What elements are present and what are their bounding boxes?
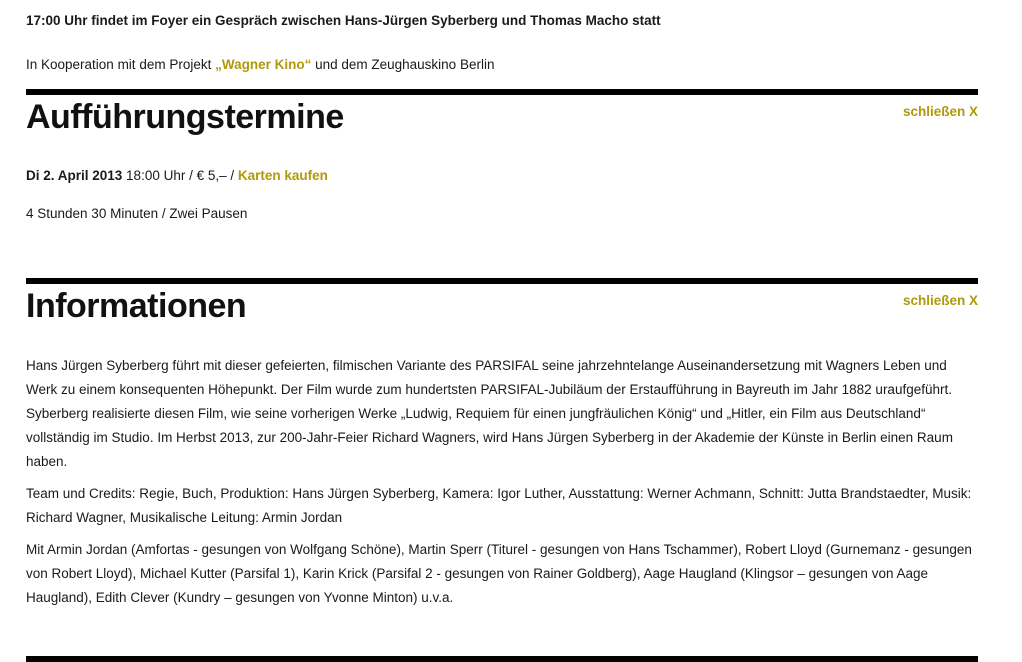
info-body — [26, 354, 978, 610]
cooperation-prefix-text: In Kooperation mit dem Projekt — [26, 56, 216, 72]
info-close-button[interactable]: schließen X — [902, 292, 978, 308]
performance-date-text: Di 2. April 2013 — [26, 167, 123, 183]
info-section-title: Informationen — [26, 286, 247, 325]
wagner-kino-link[interactable]: „Wagner Kino“ — [215, 56, 312, 72]
info-paragraph-credits: Team und Credits: Regie, Buch, Produktion: Hans Jürgen Syberberg, Kamera: Igor Luther, Ausstattung: Werner Achmann, Schnitt: Jutta Brandstaedter, Musik: Richard Wagner, Musikalische Leitung: Armin Jordan — [26, 485, 972, 525]
cooperation-suffix-text: und dem Zeughauskino Berlin — [311, 56, 495, 72]
info-section — [26, 284, 978, 610]
event-note-text: 17:00 Uhr findet im Foyer ein Gespräch zwischen Hans-Jürgen Syberberg und Thomas Macho statt — [26, 13, 661, 28]
termine-section-title: Aufführungstermine — [26, 98, 344, 137]
performance-date-line — [26, 167, 978, 185]
buy-tickets-link[interactable]: Karten kaufen — [237, 167, 328, 183]
performance-time-price-text: 18:00 Uhr / € 5,– / — [122, 167, 238, 183]
bottom-divider-rule — [26, 656, 978, 662]
cooperation-text — [26, 56, 978, 74]
info-paragraph-cast: Mit Armin Jordan (Amfortas - gesungen von Wolfgang Schöne), Martin Sperr (Titurel - gesungen von Hans Tschammer), Robert Lloyd (Gurnemanz - gesungen von Robert Lloyd), Michael Kutter (Parsifal 1), Karin Krick (Parsifal 2 - gesungen von Rainer Goldberg), Aage Haugland (Klingsor – gesungen von Aage Haugland), Edith Clever (Kundry – gesungen von Yvonne Minton) u.v.a. — [26, 541, 972, 605]
termine-section — [26, 95, 978, 223]
info-paragraph-synopsis: Hans Jürgen Syberberg führt mit dieser gefeierten, filmischen Variante des PARSIFAL seine jahrzehntelange Auseinandersetzung mit Wagners Leben und Werk zu einem konsequenten Höhepunkt. Der Film wurde zum hundertsten PARSIFAL-Jubiläum der Erstaufführung in Bayreuth im Jahr 1882 uraufgeführt. Syberberg realisierte diesen Film, wie seine vorherigen Werke „Ludwig, Requiem für einen jungfräulichen König“ und „Hitler, ein Film aus Deutschland“ vollständig im Studio. Im Herbst 2013, zur 200-Jahr-Feier Richard Wagners, wird Hans Jürgen Syberberg in der Akademie der Künste in Berlin einen Raum haben. — [26, 357, 953, 469]
termine-close-button[interactable]: schließen X — [902, 104, 978, 120]
duration-text: 4 Stunden 30 Minuten / Zwei Pausen — [26, 206, 248, 222]
